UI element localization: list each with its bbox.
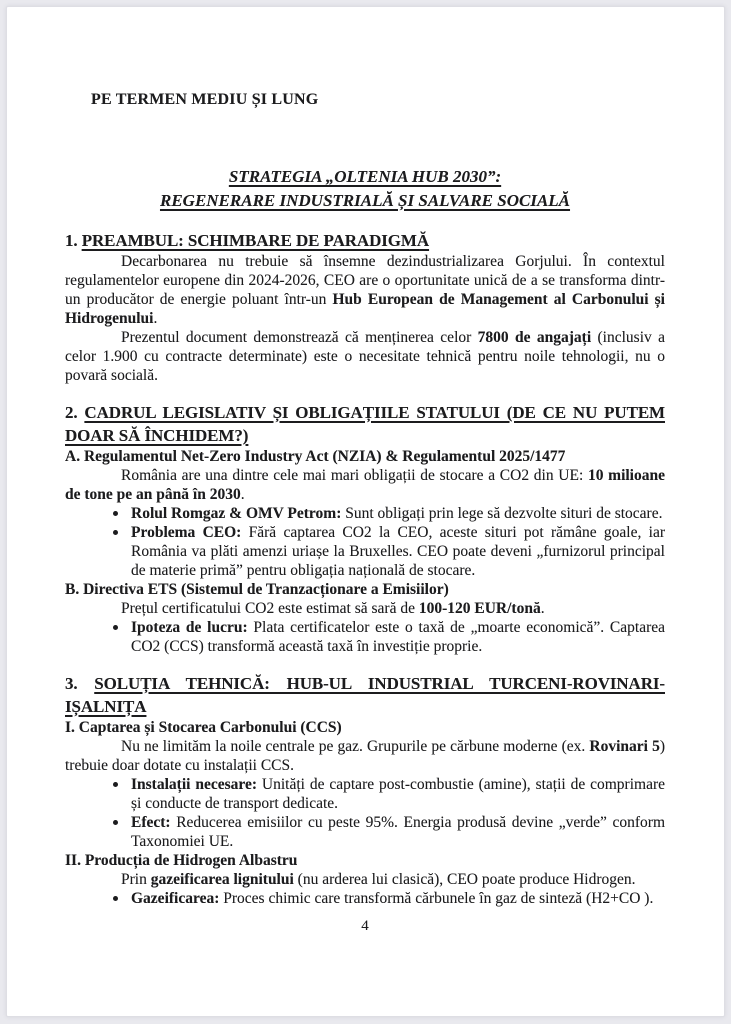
bullet <box>65 523 665 580</box>
bullet-dot-icon <box>113 820 118 825</box>
para <box>65 870 665 889</box>
page-number: 4 <box>361 918 369 934</box>
bullet-dot-icon <box>113 625 118 630</box>
bullet <box>65 775 665 813</box>
text-runs: Prezentul document demonstrează că menținerea celor 7800 de angajați (inclusiv a celor 1.900 cu contracte determinate) este o necesitate tehnică pentru noile tehnologii, nu o povară socială. <box>65 329 665 384</box>
text-runs: Prețul certificatului CO2 este estimat să sară de 100-120 EUR/tonă. <box>121 600 545 617</box>
bullet <box>65 889 665 908</box>
bullet-dot-icon <box>113 530 118 535</box>
text-runs: Rolul Romgaz & OMV Petrom: Sunt obligați prin lege să dezvolte situri de stocare. <box>131 505 663 522</box>
para <box>65 252 665 328</box>
document-page <box>6 6 725 1017</box>
text-runs: Prin gazeificarea lignitului (nu arderea lui clasică), CEO poate produce Hidrogen. <box>121 871 636 888</box>
title-line-1-text: STRATEGIA „OLTENIA HUB 2030”: <box>228 167 502 186</box>
subheading <box>65 851 665 870</box>
text-runs: Problema CEO: Fără captarea CO2 la CEO, aceste situri pot rămâne goale, iar România va plăti amenzi uriașe la Bruxelles. CEO poate deveni „furnizorul principal de materie primă” pentru obligația națională de stocare. <box>131 524 666 579</box>
bullet <box>65 618 665 656</box>
bullet-dot-icon <box>113 896 118 901</box>
bullet <box>65 813 665 851</box>
text-runs: Decarbonarea nu trebuie să însemne dezindustrializarea Gorjului. În contextul regulamentelor europene din 2024-2026, CEO are o oportunitate unică de a se transforma dintr-un producător de energie poluant într-un Hub European de Management al Carbonului și Hidrogenului. <box>65 253 665 327</box>
text-runs: II. Producția de Hidrogen Albastru <box>65 852 298 869</box>
text-runs: 2. CADRUL LEGISLATIV ȘI OBLIGAȚIILE STATULUI (DE CE NU PUTEM DOAR SĂ ÎNCHIDEM?) <box>65 403 665 445</box>
title-line-1 <box>65 165 665 189</box>
document-body <box>65 229 665 908</box>
title-line-2 <box>65 189 665 213</box>
subheading <box>65 580 665 599</box>
section-heading <box>65 672 665 718</box>
title-line-2-text: REGENERARE INDUSTRIALĂ ȘI SALVARE SOCIALĂ <box>159 191 571 210</box>
document-title <box>65 165 665 213</box>
para <box>65 737 665 775</box>
para <box>65 466 665 504</box>
text-runs: Gazeificarea: Proces chimic care transformă cărbunele în gaz de sinteză (H2+CO ). <box>131 890 654 907</box>
page-content <box>65 91 665 936</box>
bullet <box>65 504 665 523</box>
text-runs: A. Regulamentul Net-Zero Industry Act (NZIA) & Regulamentul 2025/1477 <box>65 448 566 465</box>
section-heading <box>65 401 665 447</box>
text-runs: Efect: Reducerea emisiilor cu peste 95%. Energia produsă devine „verde” conform Taxonomiei UE. <box>131 814 665 850</box>
para <box>65 328 665 385</box>
section-heading <box>65 229 665 252</box>
text-runs: 1. PREAMBUL: SCHIMBARE DE PARADIGMĂ <box>65 231 430 250</box>
text-runs: România are una dintre cele mai mari obligații de stocare a CO2 din UE: 10 milioane de tone pe an până în 2030. <box>65 467 665 503</box>
text-runs: I. Captarea și Stocarea Carbonului (CCS) <box>65 719 342 736</box>
document-header: PE TERMEN MEDIU ȘI LUNG <box>91 91 319 108</box>
text-runs: Ipoteza de lucru: Plata certificatelor este o taxă de „moarte economică”. Captarea CO2 (CCS) transformă această taxă în investiție proprie. <box>131 619 666 655</box>
text-runs: B. Directiva ETS (Sistemul de Tranzacționare a Emisiilor) <box>65 581 449 598</box>
text-runs: Instalații necesare: Unități de captare post-combustie (amine), stații de comprimare și conducte de transport dedicate. <box>131 776 665 812</box>
text-runs: Nu ne limităm la noile centrale pe gaz. Grupurile pe cărbune moderne (ex. Rovinari 5) trebuie doar dotate cu instalații CCS. <box>65 738 665 774</box>
bullet-dot-icon <box>113 511 118 516</box>
para <box>65 599 665 618</box>
bullet-dot-icon <box>113 782 118 787</box>
text-runs: 3. SOLUȚIA TEHNICĂ: HUB-UL INDUSTRIAL TURCENI-ROVINARI-IȘALNIȚA <box>65 674 665 716</box>
subheading <box>65 718 665 737</box>
subheading <box>65 447 665 466</box>
